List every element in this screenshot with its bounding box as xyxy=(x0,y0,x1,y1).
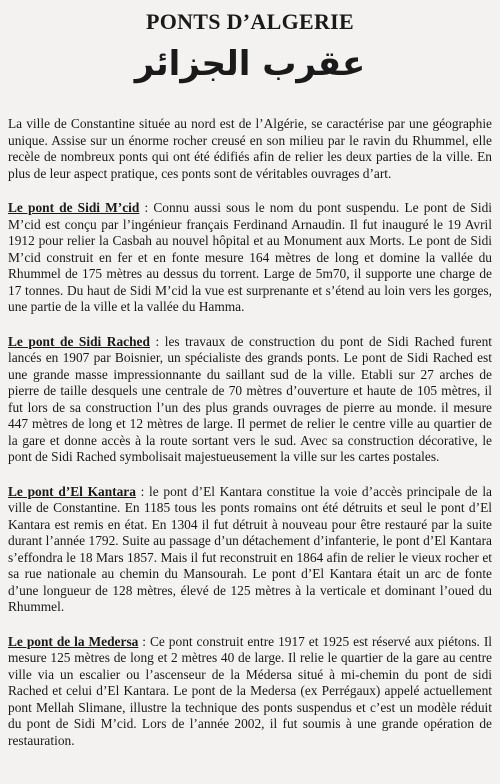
section-heading-sidi-mcid: Le pont de Sidi M’cid xyxy=(8,200,140,215)
section-text-el-kantara: : le pont d’El Kantara constitue la voie d’accès principale de la ville de Constantine. En 1185 tous les ponts romains ont été détruits et seul le pont d’El Kantara est remis en état. En 1304 il fut détruit à nouveau pour être restauré par la suite durant l’année 1792. Suite au passage d’un détachement d’infanterie, le pont d’El Kantara s’effondra le 18 Mars 1857. Mais il fut reconstruit en 1864 afin de relier le vieux rocher et sa rue nationale au chemin du Mansourah. Le pont d’El Kantara était un arc de fonte d’une longueur de 128 mètres, élevé de 125 mètres à la verticale et dominant l’oued du Rhummel. xyxy=(8,483,492,614)
section-medersa xyxy=(8,634,492,750)
article-body xyxy=(8,116,492,767)
section-el-kantara xyxy=(8,484,492,616)
section-text-sidi-mcid: : Connu aussi sous le nom du pont suspendu. Le pont de Sidi M’cid est conçu par l’ingénieur français Ferdinand Arnaudin. Il fut inauguré le 19 Avril 1912 pour relier la Casbah au nouvel hôpital et au Monument aux Morts. Le pont de Sidi M’cid construit en fer et en fonte mesure 164 mètres de long et domine la vallée du Rhummel de 175 mètres au dessus du torrent. Large de 5m70, il supporte une charge de 17 tonnes. Du haut de Sidi M’cid la vue est surprenante et s’étend au loin vers les gorges, une partie de la ville et la vallée du Hamma. xyxy=(8,200,492,314)
section-sidi-mcid xyxy=(8,200,492,316)
page-title: PONTS D’ALGERIE xyxy=(145,9,355,34)
arabic-calligraphy-title: عقرب الجزائر xyxy=(134,44,366,84)
section-sidi-rached xyxy=(8,334,492,466)
section-heading-el-kantara: Le pont d’El Kantara xyxy=(8,483,136,499)
section-text-sidi-rached: : les travaux de construction du pont de Sidi Rached furent lancés en 1907 par Boisnier, un spécialiste des grands ponts. Le pont de Sidi Rached est une grande masse impressionnante du saillant sud de la ville. Etabli sur 27 arches de pierre de taille desquels une centrale de 70 mètres d’ouverture et haute de 105 mètres, il fut lors de sa construction l’un des plus grands ouvrages de pierre au monde. il mesure 447 mètres de long et 12 mètres de large. Il permet de relier le centre ville au quartier de la gare et donne accès à la route sortant vers le sud. Avec sa construction décorative, le pont de Sidi Rached symbolisait majestueusement la ville sur les cartes postales. xyxy=(8,333,492,464)
section-heading-sidi-rached: Le pont de Sidi Rached xyxy=(8,333,150,349)
section-heading-medersa: Le pont de la Medersa xyxy=(8,633,139,649)
section-text-medersa: : Ce pont construit entre 1917 et 1925 est réservé aux piétons. Il mesure 125 mètres de long et 2 mètres 40 de large. Il relie le quartier de la gare au centre ville via un escalier ou l’ascenseur de la Médersa situé à mi-chemin du pont de sidi Rached et celui d’El Kantara. Le pont de la Medersa (ex Perrégaux) appelé actuellement pont Mellah Slimane, illustre la technique des ponts suspendus et c’est un modèle réduit du pont de Sidi M’cid. Lors de l’année 2002, il fut soumis à une grande opération de restauration. xyxy=(8,633,493,748)
intro-paragraph: La ville de Constantine située au nord est de l’Algérie, se caractérise par une géographie unique. Assise sur un énorme rocher creusé en son milieu par le ravin du Rhummel, elle recèle de nombreux ponts qui ont été édifiés afin de relier les deux parties de la ville. En plus de leur aspect pratique, ces ponts sont de véritables ouvrages d’art. xyxy=(8,116,492,181)
